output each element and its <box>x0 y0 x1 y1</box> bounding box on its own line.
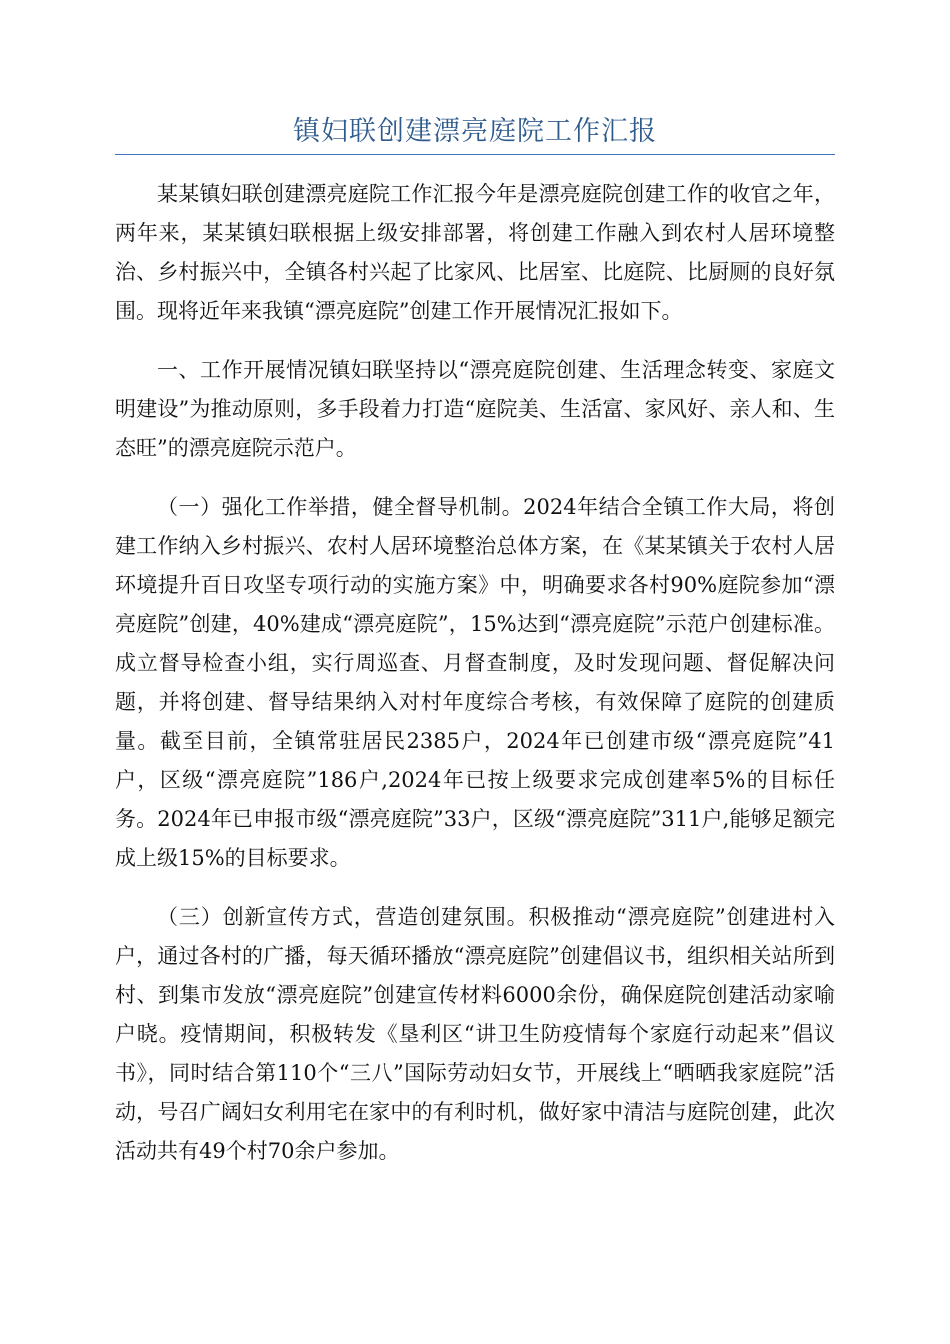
document-title: 镇妇联创建漂亮庭院工作汇报 <box>293 116 657 147</box>
paragraph-section-1: 一、工作开展情况镇妇联坚持以“漂亮庭院创建、生活理念转变、家庭文明建设”为推动原则，多手段着力打造“庭院美、生活富、家风好、亲人和、生态旺”的漂亮庭院示范户。 <box>115 358 835 460</box>
paragraph-subsection-1: （一）强化工作举措，健全督导机制。2024年结合全镇工作大局，将创建工作纳入乡村振兴、农村人居环境整治总体方案，在《某某镇关于农村人居环境提升百日攻坚专项行动的实施方案》中，明确要求各村90%庭院参加“漂亮庭院”创建，40%建成“漂亮庭院”，15%达到“漂亮庭院”示范户创建标准。成立督导检查小组，实行周巡查、月督查制度，及时发现问题、督促解决问题，并将创建、督导结果纳入对村年度综合考核，有效保障了庭院的创建质量。截至目前，全镇常驻居民2385户，2024年已创建市级“漂亮庭院”41户，区级“漂亮庭院”186户,2024年已按上级要求完成创建率5%的目标任务。2024年已申报市级“漂亮庭院”33户，区级“漂亮庭院”311户,能够足额完成上级15%的目标要求。 <box>115 495 835 870</box>
title-underline <box>115 154 835 155</box>
paragraph-subsection-3: （三）创新宣传方式，营造创建氛围。积极推动“漂亮庭院”创建进村入户，通过各村的广播，每天循环播放“漂亮庭院”创建倡议书，组织相关站所到村、到集市发放“漂亮庭院”创建宣传材料6000余份，确保庭院创建活动家喻户晓。疫情期间，积极转发《垦利区“讲卫生防疫情每个家庭行动起来”倡议书》，同时结合第110个“三八”国际劳动妇女节，开展线上“晒晒我家庭院”活动，号召广阔妇女利用宅在家中的有利时机，做好家中清洁与庭院创建，此次活动共有49个村70余户参加。 <box>115 905 835 1163</box>
document-body <box>115 175 835 1191</box>
paragraph-intro: 某某镇妇联创建漂亮庭院工作汇报今年是漂亮庭院创建工作的收官之年，两年来，某某镇妇联根据上级安排部署，将创建工作融入到农村人居环境整治、乡村振兴中，全镇各村兴起了比家风、比居室、比庭院、比厨厕的良好氛围。现将近年来我镇“漂亮庭院”创建工作开展情况汇报如下。 <box>115 182 835 323</box>
